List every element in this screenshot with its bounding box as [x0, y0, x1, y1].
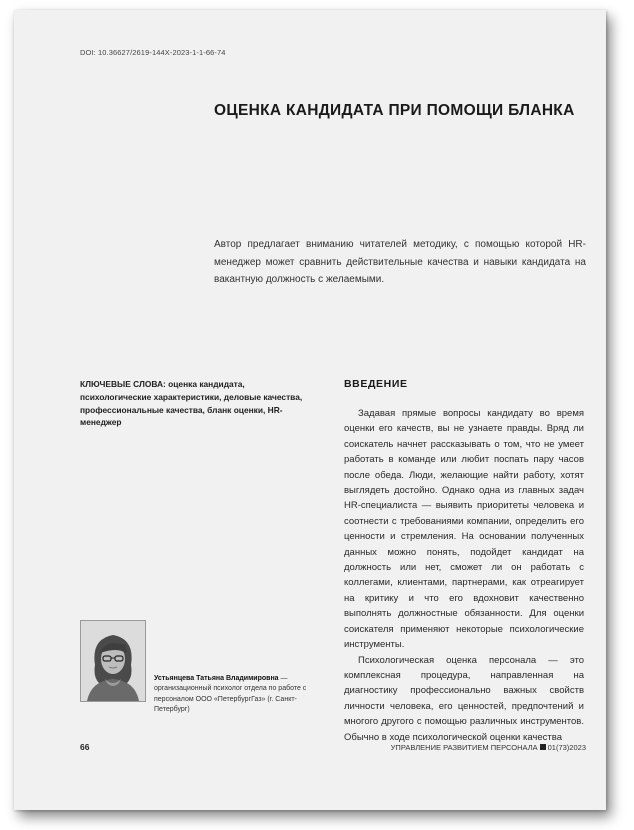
article-abstract: Автор предлагает вниманию читателей методику, с помощью которой HR-менеджер может сравнить действительные качества и навыки кандидата на вакантную должность с желаемыми.: [214, 239, 586, 285]
body-paragraph: Задавая прямые вопросы кандидату во время оценки его качеств, вы не узнаете правды. Вряд ли соискатель начнет рассказывать о том, что не умеет работать в команде или любит поспать пару часов после обеда. Люди, желающие найти работу, хотят выглядеть достойно. Однако одна из главных задач HR-специалиста — выявить приоритеты человека и соотнести с требованиями компании, определить его ценности и стремления. На основании полученных данных можно понять, подойдет кандидат на должность или нет, сможет ли он работать с коллегами, клиентами, партнерами, как отреагирует на критику и что его вдохновит качественно выполнять должностные обязанности. Для оценки соискателя применяют некоторые психологические инструменты.: [344, 408, 584, 651]
body-paragraph: Психологическая оценка персонала — это комплексная процедура, направленная на диагностику профессионально важных свойств личности человека, его ценностей, предпочтений и многого другого с помощью различных инструментов. Обычно в ходе психологической оценки качества: [344, 654, 584, 743]
body-text: [344, 406, 584, 745]
author-name: Устьянцева Татьяна Владимировна: [154, 675, 279, 682]
keywords-block: КЛЮЧЕВЫЕ СЛОВА: оценка кандидата, психологические характеристики, деловые качества, профессиональные качества, бланк оценки, HR-менеджер: [80, 379, 303, 428]
author-portrait-image: [81, 621, 145, 701]
article-title: ОЦЕНКА КАНДИДАТА ПРИ ПОМОЩИ БЛАНКА: [214, 102, 575, 119]
doi-line: DOI: 10.36627/2619-144X-2023-1-1-66-74: [80, 48, 226, 57]
section-heading: ВВЕДЕНИЕ: [344, 378, 408, 390]
author-description: — организационный психолог отдела по работе с персоналом ООО «ПетербургГаз» (г. Санкт-Петербург): [154, 675, 307, 714]
journal-page: [14, 10, 606, 810]
author-info: [154, 674, 330, 716]
journal-name: УПРАВЛЕНИЕ РАЗВИТИЕМ ПЕРСОНАЛА: [390, 743, 538, 752]
square-bullet-icon: [540, 744, 546, 750]
journal-footer: [391, 743, 586, 752]
journal-issue: 01(73)2023: [547, 743, 586, 752]
author-photo: [80, 620, 146, 702]
page-number: 66: [80, 742, 90, 752]
